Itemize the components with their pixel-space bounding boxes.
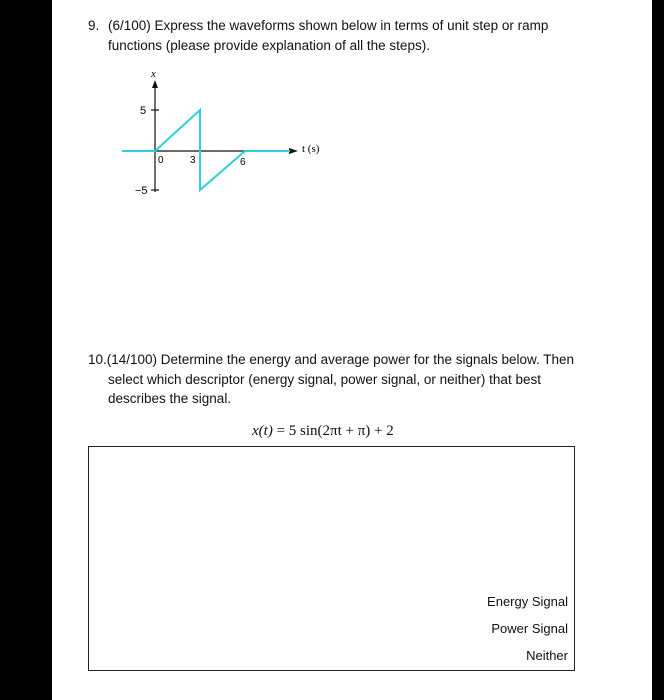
y-axis-arrow bbox=[152, 80, 158, 88]
x-tick-label-6: 6 bbox=[240, 157, 246, 168]
question-10-line-3: describes the signal. bbox=[108, 391, 232, 406]
x-axis-label: t (s) bbox=[302, 143, 320, 155]
x-tick-label-0: 0 bbox=[158, 155, 164, 166]
question-9-line-2: functions (please provide explanation of all the steps). bbox=[108, 38, 430, 53]
option-energy-signal[interactable]: Energy Signal bbox=[487, 594, 568, 609]
waveform-graph bbox=[118, 62, 338, 202]
question-10-line-1: 10.(14/100) Determine the energy and average power for the signals below. Then bbox=[88, 352, 575, 367]
option-power-signal[interactable]: Power Signal bbox=[491, 621, 568, 636]
x-tick-label-3: 3 bbox=[190, 155, 196, 166]
question-10-line-2: select which descriptor (energy signal, power signal, or neither) that best bbox=[108, 372, 541, 387]
waveform-line bbox=[122, 110, 290, 190]
equation-rhs: = 5 sin(2πt + π) + 2 bbox=[276, 423, 394, 439]
question-9-line-1: (6/100) Express the waveforms shown below in terms of unit step or ramp bbox=[108, 18, 549, 33]
answer-box[interactable] bbox=[88, 446, 575, 671]
option-neither[interactable]: Neither bbox=[526, 648, 568, 663]
question-9-number: 9. bbox=[88, 18, 100, 33]
equation-lhs: x(t) bbox=[252, 423, 273, 439]
y-axis-label: x bbox=[151, 68, 156, 80]
y-tick-label-5: 5 bbox=[140, 105, 147, 117]
y-tick-label-neg5: −5 bbox=[135, 185, 148, 197]
signal-equation bbox=[252, 423, 394, 440]
x-axis-arrow bbox=[289, 148, 298, 154]
